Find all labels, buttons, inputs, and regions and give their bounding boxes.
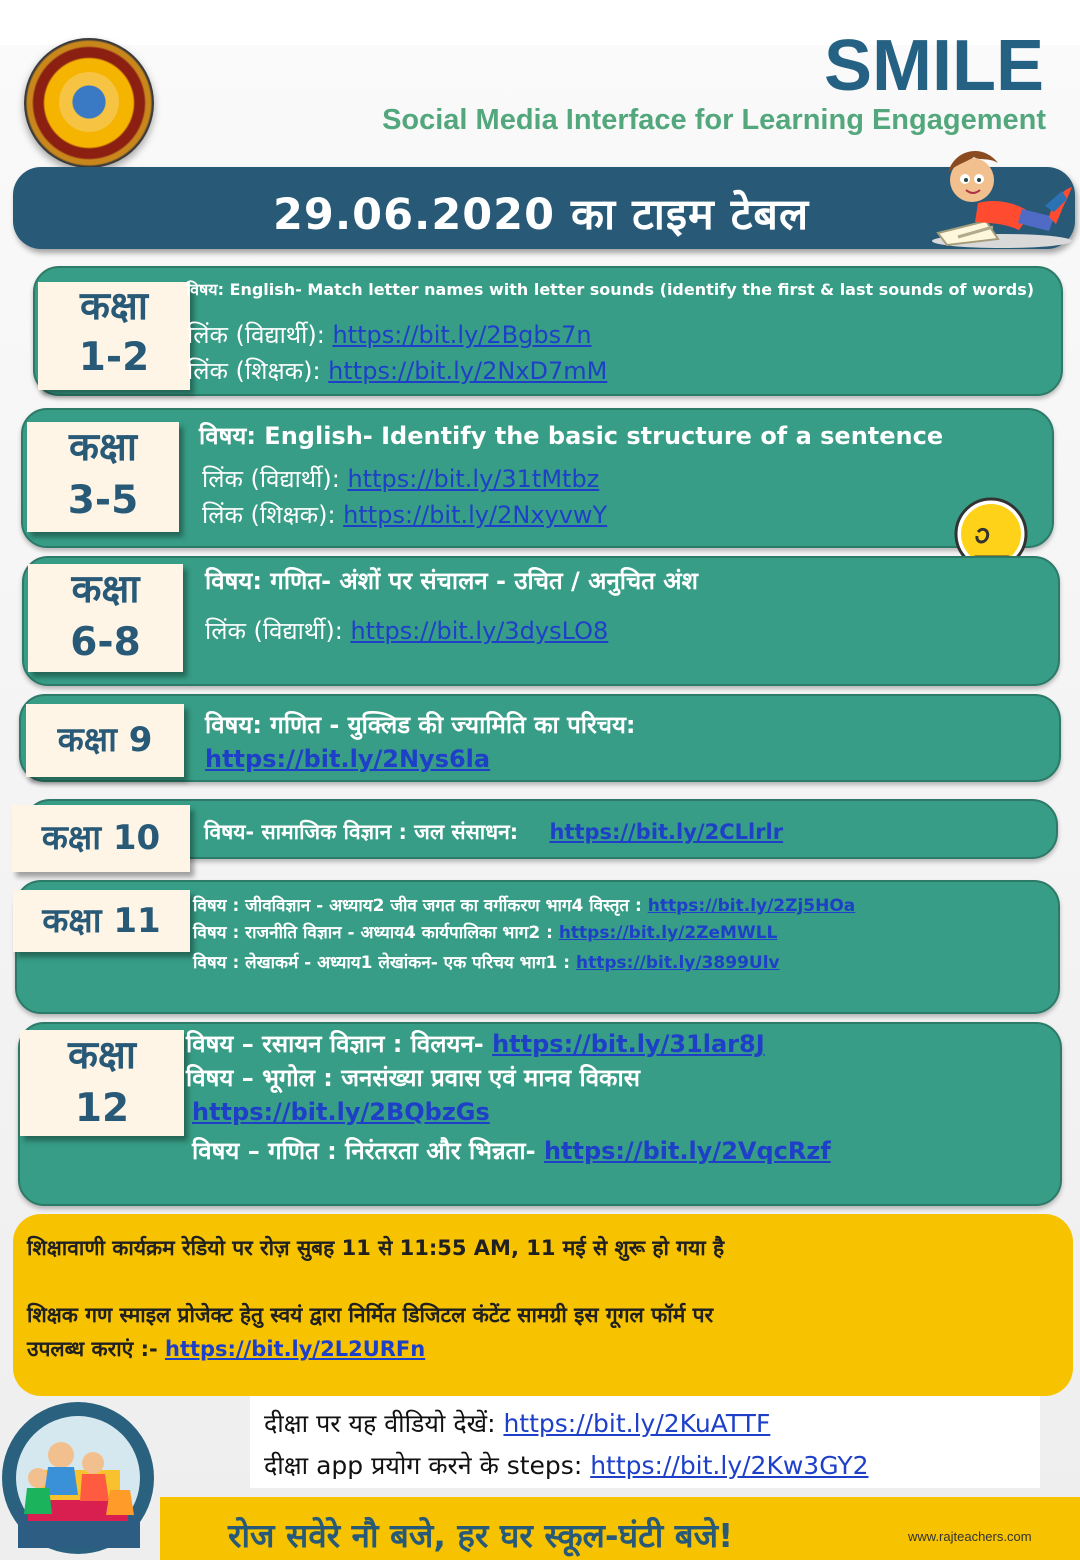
deeksha-video-label: दीक्षा पर यह वीडियो देखें:	[264, 1409, 504, 1438]
class-1-2-student-link[interactable]: https://bit.ly/2Bgbs7n	[332, 321, 592, 349]
deeksha-video-box	[250, 1396, 1040, 1488]
class-12-chemistry-link[interactable]: https://bit.ly/31lar8J	[492, 1030, 765, 1058]
class-1-2-subject: विषय: English- Match letter names with letter sounds (identify the first & last sounds of words)	[186, 280, 1035, 299]
class-1-2-badge	[38, 282, 190, 390]
class-11-political-science-subject: विषय : राजनीति विज्ञान - अध्याय4 कार्यपालिका भाग2 :	[193, 923, 559, 943]
class-range: 6-8	[70, 620, 141, 665]
smile-tagline: Social Media Interface for Learning Engagement	[382, 104, 1046, 136]
deeksha-video-link[interactable]: https://bit.ly/2KuATTF	[503, 1409, 771, 1438]
class-11-biology-row	[193, 893, 855, 916]
class-11-label: कक्षा 11	[42, 901, 161, 941]
class-9-label: कक्षा 9	[57, 720, 153, 760]
deeksha-video-row	[264, 1406, 770, 1440]
class-11-accountancy-subject: विषय : लेखाकर्म - अध्याय1 लेखांकन- एक परिचय भाग1 :	[193, 953, 577, 973]
class-11-political-science-link[interactable]: https://bit.ly/2ZeMWLL	[558, 923, 778, 943]
deeksha-steps-link[interactable]: https://bit.ly/2Kw3GY2	[590, 1451, 869, 1480]
class-12-geography-subject: विषय – भूगोल : जनसंख्या प्रवास एवं मानव विकास	[186, 1064, 640, 1092]
class-9-badge	[26, 704, 184, 777]
class-11-biology-subject: विषय : जीवविज्ञान - अध्याय2 जीव जगत का वर्गीकरण भाग4 विस्तृत :	[193, 896, 648, 916]
class-10-subject-row	[204, 818, 783, 846]
class-11-card	[15, 880, 1060, 1014]
class-12-maths-subject: विषय – गणित : निरंतरता और भिन्नता-	[192, 1137, 544, 1165]
class-12-maths-link[interactable]: https://bit.ly/2VqcRzf	[543, 1137, 831, 1165]
notice-box	[13, 1214, 1073, 1396]
radio-notice: शिक्षावाणी कार्यक्रम रेडियो पर रोज़ सुबह 11 से 11:55 AM, 11 मई से शुरू हो गया है	[27, 1236, 725, 1260]
class-11-political-science-row	[193, 920, 777, 943]
deeksha-steps-label: दीक्षा app प्रयोग करने के steps:	[264, 1451, 591, 1480]
class-1-2-teacher-link[interactable]: https://bit.ly/2NxD7mM	[328, 357, 608, 385]
timetable-title: 29.06.2020 का टाइम टेबल	[273, 190, 810, 240]
class-9-card	[19, 694, 1061, 782]
class-10-subject: विषय- सामाजिक विज्ञान : जल संसाधन:	[204, 820, 519, 844]
timetable-title-banner	[13, 167, 1075, 249]
class-3-5-teacher-link[interactable]: https://bit.ly/2NxyvwY	[343, 501, 608, 529]
teacher-form-link[interactable]: https://bit.ly/2L2URFn	[165, 1337, 426, 1361]
class-3-5-student-link[interactable]: https://bit.ly/31tMtbz	[347, 465, 600, 493]
class-11-accountancy-link[interactable]: https://bit.ly/3899Ulv	[576, 953, 780, 973]
class-word: कक्षा	[79, 284, 149, 329]
class-12-geography-link-row	[192, 1098, 490, 1126]
class-9-subject: विषय: गणित - युक्लिड की ज्यामिति का परिचय:	[205, 711, 636, 739]
class-1-2-student-link-row	[187, 318, 592, 351]
class-6-8-badge	[28, 564, 183, 672]
class-12-card	[18, 1022, 1062, 1206]
class-11-badge	[13, 890, 190, 952]
department-logo	[24, 38, 154, 168]
class-9-link[interactable]: https://bit.ly/2Nys6la	[205, 745, 491, 773]
student-link-label: लिंक (विद्यार्थी):	[202, 465, 348, 493]
class-12-badge	[20, 1030, 184, 1136]
class-9-link-row	[205, 745, 490, 773]
class-6-8-subject: विषय: गणित- अंशों पर संचालन - उचित / अनुचित अंश	[205, 567, 698, 595]
class-word: कक्षा	[68, 425, 138, 470]
teacher-link-label: लिंक (शिक्षक):	[187, 357, 329, 385]
teacher-content-notice: शिक्षक गण स्माइल प्रोजेक्ट हेतु स्वयं द्वारा निर्मित डिजिटल कंटेंट सामग्री इस गूगल फॉर्म पर	[27, 1303, 714, 1327]
class-1-2-card	[33, 266, 1063, 396]
class-12-chemistry-row	[186, 1027, 765, 1060]
class-3-5-student-link-row	[202, 462, 599, 495]
class-1-2-teacher-link-row	[187, 354, 607, 387]
deeksha-steps-row	[264, 1448, 869, 1482]
teacher-form-row	[27, 1335, 425, 1363]
class-3-5-subject: विषय: English- Identify the basic structure of a sentence	[199, 422, 944, 450]
class-6-8-card	[22, 556, 1060, 686]
class-12-geography-link[interactable]: https://bit.ly/2BQbzGs	[192, 1098, 490, 1126]
class-range: 1-2	[78, 335, 150, 380]
class-11-accountancy-row	[193, 950, 780, 973]
class-word: कक्षा	[67, 1033, 137, 1078]
class-6-8-student-link-row	[205, 614, 608, 647]
class-10-label: कक्षा 10	[41, 818, 161, 858]
class-word: कक्षा	[71, 567, 140, 612]
class-3-5-badge	[27, 422, 179, 532]
class-6-8-student-link[interactable]: https://bit.ly/3dysLO8	[350, 617, 609, 645]
class-10-card	[24, 799, 1058, 859]
class-10-badge	[12, 805, 190, 872]
teacher-form-label: उपलब्ध कराएं :-	[27, 1337, 165, 1361]
class-10-link[interactable]: https://bit.ly/2CLlrlr	[549, 820, 784, 844]
website-url: www.rajteachers.com	[908, 1529, 1032, 1544]
student-link-label: लिंक (विद्यार्थी):	[187, 321, 333, 349]
class-range: 3-5	[67, 478, 139, 523]
reading-kid-illustration	[930, 145, 1075, 250]
class-3-5-teacher-link-row	[202, 498, 607, 531]
class-number: 12	[74, 1086, 130, 1131]
student-link-label: लिंक (विद्यार्थी):	[205, 617, 351, 645]
smile-brand: SMILE	[823, 26, 1044, 106]
class-12-maths-row	[192, 1134, 831, 1167]
class-3-5-card	[21, 408, 1054, 548]
class-11-biology-link[interactable]: https://bit.ly/2Zj5HOa	[647, 896, 856, 916]
class-12-chemistry-subject: विषय – रसायन विज्ञान : विलयन-	[186, 1030, 493, 1058]
students-books-illustration	[0, 1390, 160, 1560]
teacher-link-label: लिंक (शिक्षक):	[202, 501, 344, 529]
school-bell-slogan: रोज सवेरे नौ बजे, हर घर स्कूल-घंटी बजे!	[228, 1516, 734, 1555]
